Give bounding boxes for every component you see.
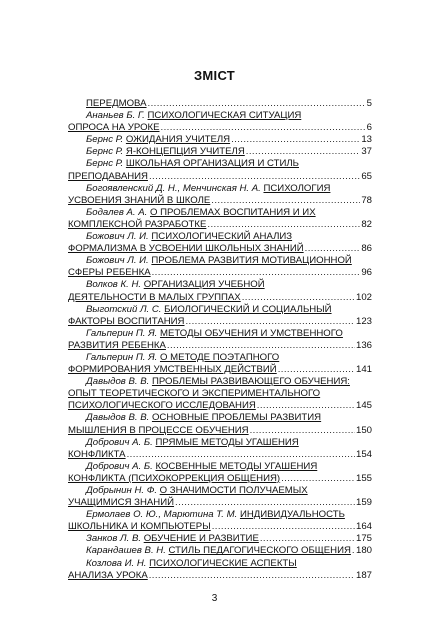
toc-entry: [68, 437, 372, 461]
toc-entry: [68, 158, 372, 182]
toc-title: ФАКТОРЫ ВОСПИТАНИЯ: [68, 315, 185, 327]
toc-dot-leader: [257, 400, 355, 412]
toc-line: [68, 304, 372, 316]
toc-title: ФОРМИРОВАНИЯ УМСТВЕННЫХ ДЕЙСТВИЙ: [68, 364, 277, 376]
toc-line: [68, 231, 372, 243]
toc-line: [68, 473, 372, 485]
toc-line: [68, 558, 372, 570]
toc-page-number: 136: [355, 339, 372, 351]
toc-page-number: 155: [355, 472, 372, 484]
toc-author: Бернс Р.: [86, 158, 126, 170]
toc-line-text: [68, 316, 184, 328]
toc-page-number: 159: [355, 497, 372, 509]
toc-line: [68, 437, 372, 449]
toc-line-text: [68, 340, 166, 352]
toc-title: О МЕТОДЕ ПОЭТАПНОГО: [159, 351, 280, 363]
toc-line: [68, 388, 372, 400]
page-title: ЗМІСТ: [193, 68, 236, 83]
toc-page-number: 65: [361, 170, 372, 182]
toc-title: ПСИХОЛОГИЯ: [263, 182, 331, 194]
toc-line-text: [86, 376, 350, 387]
toc-dot-leader: [149, 570, 355, 582]
toc-line: [68, 267, 372, 279]
toc-dot-leader: [161, 122, 366, 134]
toc-line: [68, 183, 372, 195]
toc-line-text: [86, 412, 321, 423]
toc-title: УЧАЩИМИСЯ ЗНАНИЙ: [68, 497, 175, 509]
toc-line-text: [68, 243, 304, 255]
toc-line-text: [68, 171, 148, 183]
toc-line: [68, 195, 372, 207]
toc-line: [68, 521, 372, 533]
toc-author: Божович Л. И.: [86, 231, 152, 243]
toc-entry: [68, 146, 372, 158]
toc-title: КОНФЛИКТА: [68, 448, 126, 460]
toc-entry: [68, 558, 372, 582]
toc-author: Волков К. Н.: [86, 279, 144, 291]
toc-line-text: [68, 292, 241, 304]
toc-page-number: 150: [355, 424, 372, 436]
toc-line: [68, 219, 372, 231]
toc-dot-leader: [352, 545, 355, 557]
toc-page-number: 78: [361, 194, 372, 206]
toc-line: [68, 364, 372, 376]
toc-line-text: [68, 219, 206, 231]
toc-line: [68, 340, 372, 352]
toc-line-text: [86, 279, 265, 290]
toc-line-text: [86, 461, 317, 472]
toc-title: МЕТОДЫ ОБУЧЕНИЯ И УМСТВЕННОГО: [159, 327, 343, 339]
toc-line: [68, 122, 372, 134]
toc-entry: [68, 352, 372, 376]
toc-title: ПРОБЛЕМА РАЗВИТИЯ МОТИВАЦИОННОЙ: [151, 255, 352, 267]
toc-dot-leader: [281, 473, 355, 485]
toc-line-text: [68, 570, 148, 582]
toc-title: ИНДИВИДУАЛЬНОСТЬ: [239, 509, 345, 521]
toc-dot-leader: [152, 267, 361, 279]
toc-line: [68, 352, 372, 364]
toc-page-number: 37: [361, 146, 372, 158]
toc-line: [68, 570, 372, 582]
toc-line: [68, 279, 372, 291]
toc-dot-leader: [127, 449, 355, 461]
toc-title: ОЖИДАНИЯ УЧИТЕЛЯ: [125, 134, 231, 146]
toc-entry: [68, 98, 372, 110]
toc-line: [68, 146, 372, 158]
toc-line-text: [86, 183, 330, 194]
toc-entry: [68, 255, 372, 279]
toc-line: [68, 110, 372, 122]
toc-title: Я-КОНЦЕПЦИЯ УЧИТЕЛЯ: [125, 146, 245, 158]
toc-title: ОБУЧЕНИЕ И РАЗВИТИЕ: [143, 533, 259, 545]
toc-dot-leader: [212, 521, 355, 533]
toc-entry: [68, 110, 372, 134]
toc-line: [68, 171, 372, 183]
toc-entry: [68, 545, 372, 557]
toc-title: О ПРОБЛЕМАХ ВОСПИТАНИЯ И ИХ: [150, 206, 316, 218]
toc-author: Бернс Р.: [86, 146, 126, 158]
toc-author: Добрынин Н. Ф.: [86, 485, 160, 496]
toc-author: Выготский Л. С.: [86, 303, 165, 315]
toc-title: РАЗВИТИЯ РЕБЕНКА: [68, 339, 166, 351]
toc-line-text: [86, 110, 301, 121]
toc-author: Гальперин П. Я.: [86, 327, 160, 339]
toc-author: Бернс Р.: [86, 134, 126, 146]
toc-page-number: 164: [355, 521, 372, 533]
toc-entry: [68, 207, 372, 231]
toc-line-text: [68, 388, 320, 399]
toc-line-text: [86, 352, 279, 363]
toc-title: О ЗНАЧИМОСТИ ПОЛУЧАЕМЫХ: [159, 485, 308, 496]
toc-title: ПСИХОЛОГИЧЕСКОГО ИССЛЕДОВАНИЯ: [68, 400, 256, 412]
toc-line: [68, 461, 372, 473]
toc-line-text: [86, 207, 316, 218]
toc-title: ПЕРЕДМОВА: [86, 98, 147, 109]
toc-line: [68, 545, 372, 557]
toc-dot-leader: [207, 219, 360, 231]
toc-line: [68, 328, 372, 340]
toc-entry: [68, 412, 372, 436]
toc-entry: [68, 461, 372, 485]
toc-line: [68, 316, 372, 328]
toc-line-text: [68, 449, 126, 461]
toc-title: ПРОБЛЕМЫ РАЗВИВАЮЩЕГО ОБУЧЕНИЯ:: [151, 376, 350, 388]
toc-author: Давыдов В. В.: [86, 412, 152, 424]
toc-author: Карандашев В. Н.: [86, 545, 169, 557]
toc-entry: [68, 279, 372, 303]
toc-dot-leader: [185, 316, 355, 328]
toc-line: [68, 485, 372, 497]
toc-line-text: [86, 437, 299, 448]
table-of-contents: [68, 98, 372, 582]
toc-line-text: [68, 497, 174, 509]
toc-title: ОПРОСА НА УРОКЕ: [68, 122, 160, 134]
toc-line: [68, 509, 372, 521]
toc-author: Занков Л. В.: [86, 533, 144, 545]
toc-dot-leader: [211, 195, 360, 207]
toc-line: [68, 134, 372, 146]
toc-page-number: 175: [355, 533, 372, 545]
toc-line: [68, 412, 372, 424]
toc-author: Гальперин П. Я.: [86, 351, 160, 363]
toc-title: ПСИХОЛОГИЧЕСКАЯ СИТУАЦИЯ: [147, 110, 302, 122]
toc-author: Козлова И. Н.: [86, 557, 150, 569]
toc-author: Добрович А. Б.: [86, 460, 156, 472]
toc-dot-leader: [250, 425, 355, 437]
toc-line: [68, 243, 372, 255]
toc-line-text: [86, 158, 299, 169]
toc-page-number: 180: [355, 545, 372, 557]
toc-entry: [68, 328, 372, 352]
toc-line-text: [86, 533, 259, 545]
toc-line-text: [68, 425, 249, 437]
toc-line-text: [68, 195, 210, 207]
toc-title: ФОРМАЛИЗМА В УСВОЕНИИ ШКОЛЬНЫХ ЗНАНИЙ: [68, 243, 304, 255]
toc-author: Давыдов В. В.: [86, 376, 152, 388]
toc-title: МЫШЛЕНИЯ В ПРОЦЕССЕ ОБУЧЕНИЯ: [68, 424, 249, 436]
toc-title: ОРГАНИЗАЦИЯ УЧЕБНОЙ: [143, 279, 265, 291]
toc-page-number: 145: [355, 400, 372, 412]
toc-dot-leader: [305, 243, 361, 255]
toc-title: ШКОЛЬНАЯ ОРГАНИЗАЦИЯ И СТИЛЬ: [125, 158, 299, 170]
toc-line-text: [68, 122, 160, 134]
toc-line-text: [86, 509, 345, 520]
toc-title: БИОЛОГИЧЕСКИЙ И СОЦИАЛЬНЫЙ: [164, 303, 332, 315]
toc-dot-leader: [260, 533, 355, 545]
toc-line: [68, 292, 372, 304]
toc-title: СТИЛЬ ПЕДАГОГИЧЕСКОГО ОБЩЕНИЯ: [168, 545, 351, 557]
toc-dot-leader: [149, 171, 360, 183]
toc-dot-leader: [167, 340, 355, 352]
toc-dot-leader: [148, 98, 366, 110]
toc-title: ШКОЛЬНИКА И КОМПЬЮТЕРЫ: [68, 521, 211, 533]
toc-dot-leader: [246, 146, 361, 158]
toc-line: [68, 207, 372, 219]
toc-line: [68, 497, 372, 509]
toc-page-number: 86: [361, 243, 372, 255]
toc-entry: [68, 509, 372, 533]
toc-entry: [68, 231, 372, 255]
toc-dot-leader: [175, 497, 355, 509]
toc-line-text: [68, 521, 211, 533]
toc-author: Ананьев Б. Г.: [86, 110, 148, 122]
toc-line-text: [68, 267, 151, 279]
toc-page-number: 96: [361, 267, 372, 279]
toc-page-number: 6: [366, 122, 372, 134]
toc-line: [68, 449, 372, 461]
toc-line-text: [86, 558, 297, 569]
toc-line: [68, 98, 372, 110]
toc-entry: [68, 304, 372, 328]
toc-line-text: [86, 134, 230, 146]
toc-line: [68, 255, 372, 267]
toc-line-text: [86, 146, 245, 158]
toc-line: [68, 376, 372, 388]
toc-page-number: 154: [355, 448, 372, 460]
toc-title: ПРЕПОДАВАНИЯ: [68, 170, 148, 182]
toc-title: ПСИХОЛОГИЧЕСКИЕ АСПЕКТЫ: [149, 557, 297, 569]
toc-page-number: 5: [366, 98, 372, 109]
toc-author: Бодалев А. А.: [86, 206, 150, 218]
toc-line-text: [86, 255, 352, 266]
toc-line-text: [68, 400, 256, 412]
toc-entry: [68, 376, 372, 412]
toc-page-number: 123: [355, 315, 372, 327]
toc-line: [68, 400, 372, 412]
toc-author: Богоявленский Д. Н., Менчинская Н. А.: [86, 182, 264, 194]
toc-line: [68, 425, 372, 437]
toc-entry: [68, 183, 372, 207]
toc-line-text: [86, 545, 351, 557]
toc-entry: [68, 485, 372, 509]
toc-entry: [68, 533, 372, 545]
toc-line-text: [86, 231, 292, 242]
toc-line-text: [86, 485, 308, 496]
toc-page-number: 141: [355, 364, 372, 376]
toc-title: ПСИХОЛОГИЧЕСКИЙ АНАЛИЗ: [151, 231, 293, 243]
toc-entry: [68, 134, 372, 146]
toc-line: [68, 533, 372, 545]
toc-author: Ермолаев О. Ю., Марютина Т. М.: [86, 509, 240, 521]
toc-dot-leader: [231, 134, 360, 146]
toc-title: ОПЫТ ТЕОРЕТИЧЕСКОГО И ЭКСПЕРИМЕНТАЛЬНОГО: [68, 388, 321, 400]
toc-title: АНАЛИЗА УРОКА: [68, 569, 148, 581]
toc-line: [68, 158, 372, 170]
toc-title: СФЕРЫ РЕБЕНКА: [68, 267, 151, 279]
toc-title: КОМПЛЕКСНОЙ РАЗРАБОТКЕ: [68, 218, 207, 230]
toc-page-number: 187: [355, 569, 372, 581]
toc-line-text: [86, 304, 332, 315]
toc-title: УСВОЕНИЯ ЗНАНИЙ В ШКОЛЕ: [68, 194, 211, 206]
toc-line-text: [86, 98, 147, 110]
toc-author: Добрович А. Б.: [86, 436, 156, 448]
page-number: 3: [211, 593, 218, 604]
toc-line-text: [86, 328, 343, 339]
toc-title: ПРЯМЫЕ МЕТОДЫ УГАШЕНИЯ: [155, 436, 299, 448]
toc-page-number: 102: [355, 291, 372, 303]
toc-line-text: [68, 364, 277, 376]
toc-page-number: 13: [361, 134, 372, 146]
toc-title: ОСНОВНЫЕ ПРОБЛЕМЫ РАЗВИТИЯ: [151, 412, 322, 424]
toc-line-text: [68, 473, 280, 485]
toc-title: ДЕЯТЕЛЬНОСТИ В МАЛЫХ ГРУППАХ: [68, 291, 241, 303]
toc-page-number: 82: [361, 218, 372, 230]
toc-author: Божович Л. И.: [86, 255, 152, 267]
toc-dot-leader: [242, 292, 355, 304]
toc-title: КОСВЕННЫЕ МЕТОДЫ УГАШЕНИЯ: [155, 460, 318, 472]
toc-dot-leader: [278, 364, 355, 376]
toc-title: КОНФЛИКТА (ПСИХОКОРРЕКЦИЯ ОБЩЕНИЯ): [68, 472, 281, 484]
